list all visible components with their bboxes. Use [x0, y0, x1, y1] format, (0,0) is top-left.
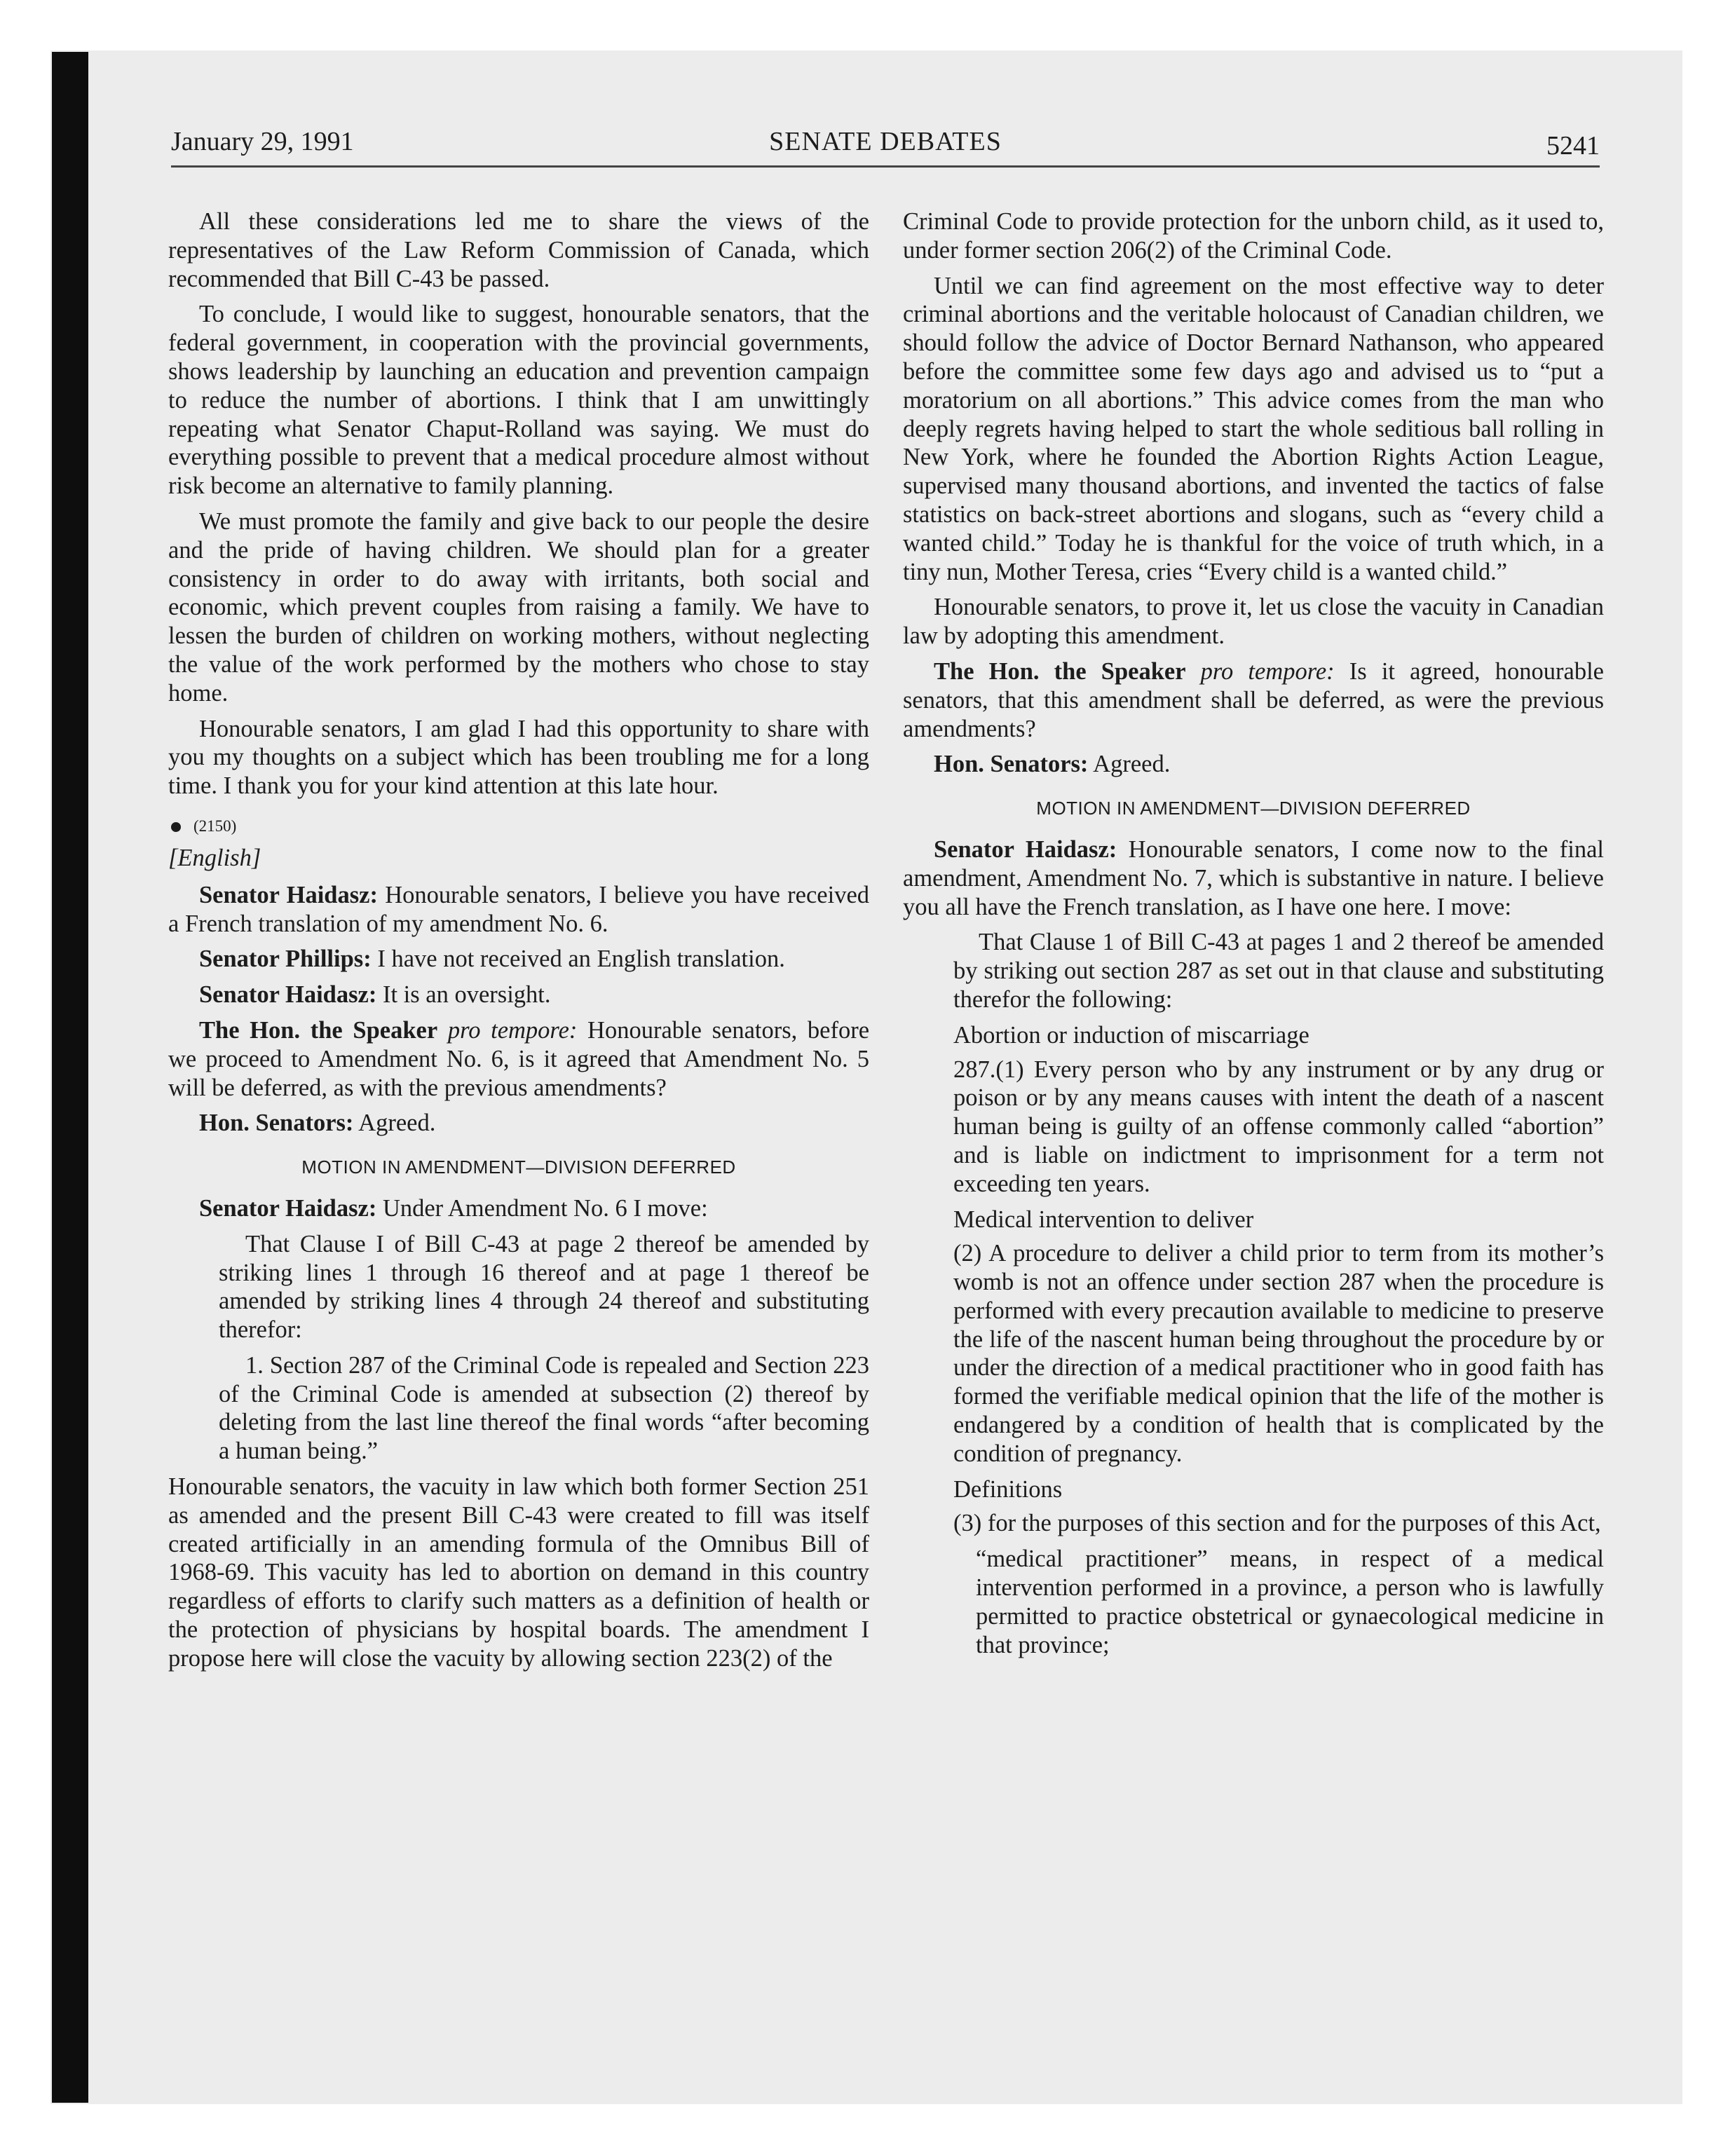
header-title: SENATE DEBATES	[769, 127, 1002, 156]
marginal-heading: Medical intervention to deliver	[953, 1206, 1254, 1233]
bullet-icon	[171, 822, 181, 832]
speaker-name: Senator Haidasz:	[934, 835, 1117, 863]
paragraph: Until we can find agreement on the most effective way to deter criminal abortions and the veritable holocaust of Canadian children, we should follow the advice of Doctor Bernard Nathanson, who appeared before the committee some few days ago and advised us to “put a moratorium on all abortions.” This advice comes from the man who deeply regrets having helped to start the whole seditious ball rolling in New York, where he founded the Abortion Rights Action League, supervised many thousand abortions, and invented the tactics of false statistics on back-street abortions and slogans, such as “every child a wanted child.” Today he is thankful for the voice of truth which, in a tiny nun, Mother Teresa, cries “Every child is a wanted child.”	[903, 272, 1604, 585]
quote-paragraph: (3) for the purposes of this section and for the purposes of this Act,	[953, 1510, 1601, 1537]
page-header	[171, 123, 1600, 168]
speaker-name: Senator Haidasz:	[199, 881, 378, 908]
speech-text: Under Amendment No. 6 I move:	[376, 1194, 708, 1222]
speaker-name: Senator Haidasz:	[199, 1194, 377, 1222]
definition-paragraph: “medical practitioner” means, in respect of a medical intervention performed in a province, a person who is lawfully permitted to practice obstetrical or gynaecological medicine in that province;	[976, 1546, 1604, 1658]
speech	[903, 835, 1604, 921]
speech-text: Is it agreed, honourable senators, that this amendment shall be deferred, as were the previous amendments?	[903, 657, 1604, 742]
quoted-motion	[219, 1230, 869, 1466]
time-marker-text: (2150)	[193, 817, 237, 835]
speech	[903, 750, 1604, 779]
definition-block	[976, 1545, 1604, 1659]
time-marker	[168, 816, 869, 837]
speech-text: It is an oversight.	[376, 981, 551, 1009]
marginal-heading: Definitions	[953, 1475, 1063, 1503]
section-heading: MOTION IN AMENDMENT—DIVISION DEFERRED	[1036, 798, 1471, 819]
speech-text: Honourable senators, I come now to the final amendment, Amendment No. 7, which is substantive in nature. I believe you all have the French translation, as I have one here. I move:	[903, 835, 1604, 920]
speaker-role: pro tempore:	[1200, 657, 1335, 685]
speaker-name: Senator Phillips:	[199, 946, 372, 973]
speech	[168, 881, 869, 939]
paragraph: Honourable senators, I am glad I had this opportunity to share with you my thoughts on a subject which has been troubling me for a long time. I thank you for your kind attention at this late hour.	[168, 715, 869, 800]
binding-edge	[52, 52, 88, 2103]
speaker-name: The Hon. the Speaker	[199, 1016, 438, 1044]
paragraph: We must promote the family and give back to our people the desire and the pride of having children. We should plan for a greater consistency in order to do away with irritants, both social and economic, which prevent couples from raising a family. We have to lessen the burden of children on working mothers, without neglecting the value of the work performed by the mothers who chose to stay home.	[168, 507, 869, 707]
speech-text: Honourable senators, before we proceed to Amendment No. 6, is it agreed that Amendment No. 5 will be deferred, as with the previous amendments?	[168, 1016, 870, 1101]
marginal-heading: Abortion or induction of miscarriage	[953, 1021, 1309, 1049]
speech-text: Agreed.	[353, 1110, 436, 1137]
language-label: [English]	[168, 844, 261, 871]
speech	[168, 1016, 869, 1102]
paragraph: Criminal Code to provide protection for the unborn child, as it used to, under former section 206(2) of the Criminal Code.	[903, 208, 1604, 264]
section-heading: MOTION IN AMENDMENT—DIVISION DEFERRED	[301, 1157, 736, 1178]
speaker-name: Hon. Senators:	[199, 1110, 354, 1137]
paragraph: To conclude, I would like to suggest, honourable senators, that the federal government, in cooperation with the provincial governments, shows leadership by launching an education and prevention campaign to reduce the number of abortions. I think that I am unwittingly repeating what Senator Chaput-Rolland was saying. We must do everything possible to prevent that a medical procedure almost without risk become an alternative to family planning.	[168, 301, 869, 500]
speech	[168, 1194, 869, 1223]
speech-text: Agreed.	[1088, 751, 1171, 778]
header-date: January 29, 1991	[171, 127, 354, 156]
quote-paragraph: 1. Section 287 of the Criminal Code is repealed and Section 223 of the Criminal Code is amended at subsection (2) thereof by deleting from the last line thereof the final words “after becoming a human being.”	[219, 1351, 869, 1465]
quote-paragraph: (2) A procedure to deliver a child prior to term from its mother’s womb is not an offence under section 287 when the procedure is performed with every precaution available to medicine to preserve the life of the nascent human being throughout the procedure by or under the direction of a medical practitioner who in good faith has formed the verifiable medical opinion that the life of the mother is endangered by a condition of health that is complicated by the condition of pregnancy.	[953, 1240, 1604, 1467]
speech-text: Honourable senators, I believe you have received a French translation of my amendment No. 6.	[168, 881, 870, 937]
quoted-motion	[953, 928, 1604, 1538]
speech	[168, 981, 869, 1009]
paragraph: Honourable senators, the vacuity in law which both former Section 251 as amended and the present Bill C-43 were created to fill was itself created artificially in an amending formula of the Omnibus Bill of 1968-69. This vacuity has led to abortion on demand in this country regardless of efforts to clarify such matters as a definition of health or the protection of physicians by hospital boards. The amendment I propose here will close the vacuity by allowing section 223(2) of the	[168, 1473, 869, 1672]
left-column	[168, 207, 869, 1680]
paragraph: All these considerations led me to share the views of the representatives of the Law Reform Commission of Canada, which recommended that Bill C-43 be passed.	[168, 208, 869, 292]
header-page-number: 5241	[1546, 131, 1600, 161]
speech	[168, 1109, 869, 1138]
quote-paragraph: 287.(1) Every person who by any instrument or by any drug or poison or by any means causes with intent the death of a nascent human being is guilty of an offense commonly called “abortion” and is liable on indictment to imprisonment for a term not exceeding ten years.	[953, 1056, 1604, 1197]
speaker-name: Senator Haidasz:	[199, 981, 377, 1009]
speaker-role: pro tempore:	[447, 1016, 578, 1044]
right-column	[903, 207, 1604, 1666]
speaker-name: The Hon. the Speaker	[934, 657, 1186, 685]
speech	[168, 945, 869, 974]
quote-paragraph: That Clause I of Bill C-43 at page 2 thereof be amended by striking lines 1 through 16 thereof and at page 1 thereof be amended by striking lines 4 through 24 thereof and substituting therefor:	[219, 1230, 869, 1344]
speaker-name: Hon. Senators:	[934, 751, 1089, 778]
speech	[903, 657, 1604, 743]
paragraph: Honourable senators, to prove it, let us close the vacuity in Canadian law by adopting this amendment.	[903, 594, 1604, 650]
quote-paragraph: That Clause 1 of Bill C-43 at pages 1 and 2 thereof be amended by striking out section 287 as set out in that clause and substituting therefor the following:	[953, 929, 1604, 1013]
speech-text: I have not received an English translation.	[371, 946, 785, 973]
